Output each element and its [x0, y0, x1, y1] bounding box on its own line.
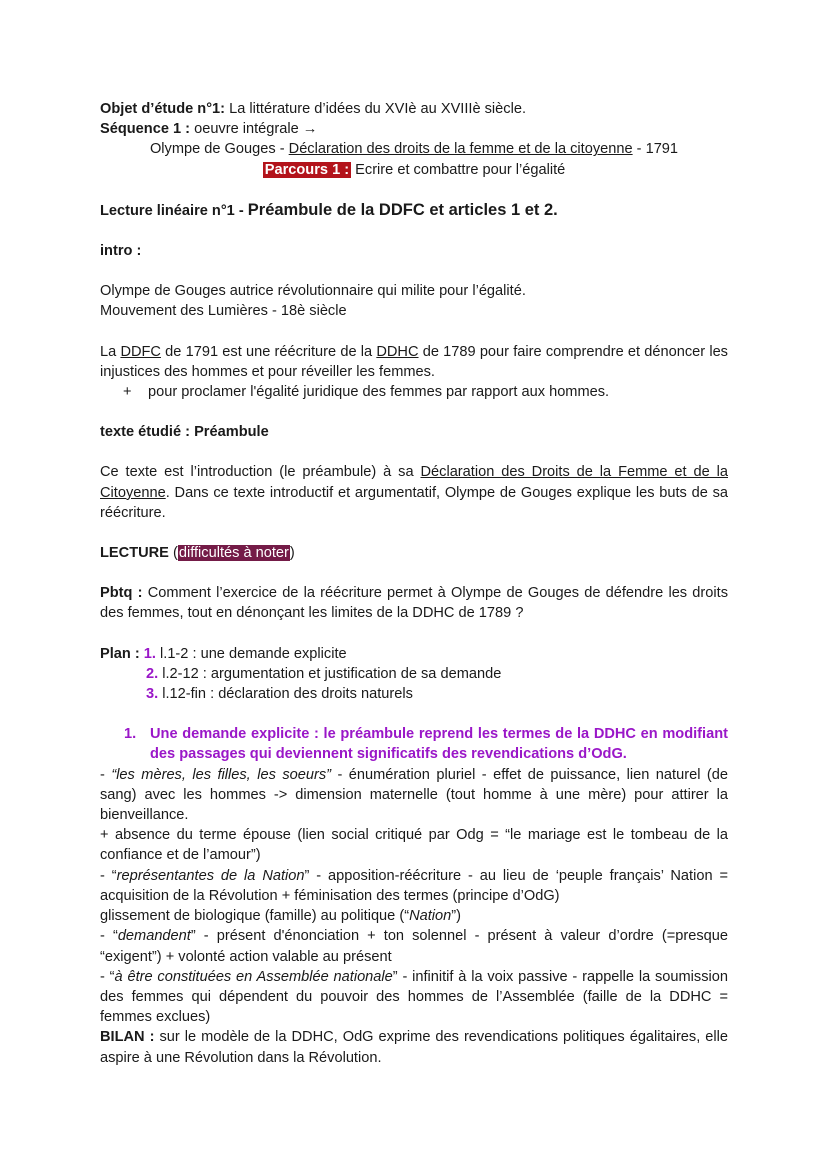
texte-title-link: Déclaration des Droits de la Femme et de la Citoyenne — [100, 464, 728, 501]
analysis-5-dash: - “ — [100, 928, 118, 945]
plan-item-1 — [100, 644, 728, 664]
plan-item-num: 3. — [146, 686, 159, 703]
objet-text: La littérature d’idées du XVIè au XVIIIè siècle. — [225, 101, 526, 117]
lecture-title-main: Préambule de la DDFC et articles 1 et 2. — [247, 200, 558, 219]
lecture-open: ( — [168, 545, 178, 562]
bullet-mark: + — [123, 384, 132, 401]
sequence-text: oeuvre intégrale → — [190, 121, 318, 138]
lecture-title-prefix: Lecture linéaire n°1 - — [100, 202, 248, 219]
analysis-2: + absence du terme épouse (lien social critiqué par Odg = “le mariage est le tombeau de la confiance et de l’amour”) — [100, 827, 728, 864]
analysis-5 — [100, 926, 728, 966]
analysis-4-start: glissement de biologique (famille) au politique (“ — [100, 908, 410, 925]
analysis-3-quote: représentantes de la Nation — [116, 867, 305, 884]
analysis-3-dash: - “ — [100, 867, 117, 884]
analysis-6-quote: à être constituées en Assemblée nationale — [114, 968, 393, 985]
analysis-4-quote: Nation — [409, 908, 452, 925]
lecture-close: ) — [289, 545, 295, 562]
parcours-label: Parcours 1 : — [264, 161, 350, 178]
analysis-4-end: ”) — [451, 908, 461, 925]
intro-heading: intro : — [100, 243, 142, 260]
ddfc-term: DDFC — [120, 343, 161, 360]
parcours-text: Ecrire et combattre pour l’égalité — [351, 161, 566, 178]
bilan-paragraph — [100, 1027, 728, 1067]
analysis-3-text: ” - apposition-réécriture - au lieu de ‘peuple français’ Nation = acquisition de la Révolution + féminisation des termes (principe d’OdG) — [100, 867, 729, 904]
lecture-lineaire-title — [100, 200, 728, 221]
section-1-text: Une demande explicite : le préambule reprend les termes de la DDHC en modifiant des passages qui deviennent significatifs des revendications d’OdG. — [150, 726, 728, 763]
pbtq-text: Comment l’exercice de la réécriture permet à Olympe de Gouges de défendre les droits des femmes, tout en dénonçant les limites de la DDHC de 1789 ? — [100, 585, 728, 622]
plan-item-3 — [100, 684, 728, 704]
ddhc-term: DDHC — [376, 343, 419, 360]
intro-bullet — [100, 382, 728, 402]
intro-paragraph — [100, 342, 728, 382]
intro-line-2: Mouvement des Lumières - 18è siècle — [100, 303, 347, 320]
lecture-line — [100, 543, 728, 563]
plan-item-num: 1. — [143, 645, 156, 662]
analysis-1-quote: “les mères, les filles, les soeurs” — [111, 766, 331, 783]
section-1-number: 1. — [124, 726, 137, 743]
document-page — [100, 99, 728, 1068]
plan-item-text: l.2-12 : argumentation et justification de sa demande — [158, 665, 502, 682]
lecture-label: LECTURE — [100, 545, 169, 562]
plan-item-2 — [100, 664, 728, 684]
analysis-6-dash: - “ — [100, 968, 115, 985]
analysis-6-text: ” - infinitif à la voix passive - rappelle la soumission des femmes qui dépendent du pouvoir des hommes de l’Assemblée (faille de la DDHC = femmes exclues) — [100, 968, 728, 1026]
work-author: Olympe de Gouges - — [149, 141, 289, 158]
analysis-5-text: ” - présent d'énonciation + ton solennel - présent à valeur d’ordre (=presque “exigent”) + volonté action valable au présent — [100, 928, 728, 965]
texte-paragraph — [100, 462, 728, 523]
texte-p-start: Ce texte est l’introduction (le préambule) à sa — [100, 464, 421, 481]
analysis-6 — [100, 967, 728, 1028]
plan-item-num: 2. — [146, 665, 159, 682]
parcours-line — [100, 160, 728, 180]
analysis-1 — [100, 765, 728, 826]
work-title: Déclaration des droits de la femme et de la citoyenne — [288, 141, 633, 158]
analysis-1-dash: - — [100, 766, 112, 783]
work-year: - 1791 — [632, 141, 679, 158]
analysis-5-quote: demandent — [117, 928, 191, 945]
plan-block — [100, 644, 728, 705]
pbtq-paragraph — [100, 583, 728, 623]
bullet-text: pour proclamer l'égalité juridique des femmes par rapport aux hommes. — [148, 384, 610, 401]
section-1-title — [100, 724, 728, 764]
intro-p-la: La — [100, 343, 121, 360]
sequence-line — [100, 119, 728, 139]
intro-line-1: Olympe de Gouges autrice révolutionnaire qui milite pour l’égalité. — [100, 283, 526, 300]
bilan-text: sur le modèle de la DDHC, OdG exprime des revendications politiques égalitaires, elle aspire à une Révolution dans la Révolution. — [100, 1029, 728, 1066]
objet-line — [100, 99, 728, 119]
texte-heading: texte étudié : Préambule — [100, 424, 269, 441]
intro-p-mid: de 1791 est une réécriture de la — [160, 343, 377, 360]
texte-p-end: . Dans ce texte introductif et argumentatif, Olympe de Gouges explique les buts de sa réécriture. — [100, 484, 728, 521]
sequence-label: Séquence 1 : — [100, 121, 191, 138]
intro-p-end: de 1789 pour faire comprendre et dénoncer les injustices des hommes et pour réveiller les femmes. — [100, 343, 728, 380]
analysis-3 — [100, 866, 728, 906]
bilan-label: BILAN : — [100, 1029, 155, 1046]
analysis-4 — [100, 906, 728, 926]
pbtq-label: Pbtq : — [100, 585, 143, 602]
analysis-1-text: - énumération pluriel - effet de puissance, lien naturel (de sang) avec les hommes -> dimension maternelle (tout homme à une mère) pour attirer la bienveillance. — [100, 766, 728, 824]
plan-item-text: l.12-fin : déclaration des droits naturels — [158, 686, 413, 703]
lecture-note: difficultés à noter — [178, 545, 289, 562]
work-line — [100, 139, 728, 159]
plan-label: Plan : — [100, 645, 144, 662]
plan-item-text: l.1-2 : une demande explicite — [155, 645, 347, 662]
objet-label: Objet d’étude n°1: — [100, 101, 226, 117]
